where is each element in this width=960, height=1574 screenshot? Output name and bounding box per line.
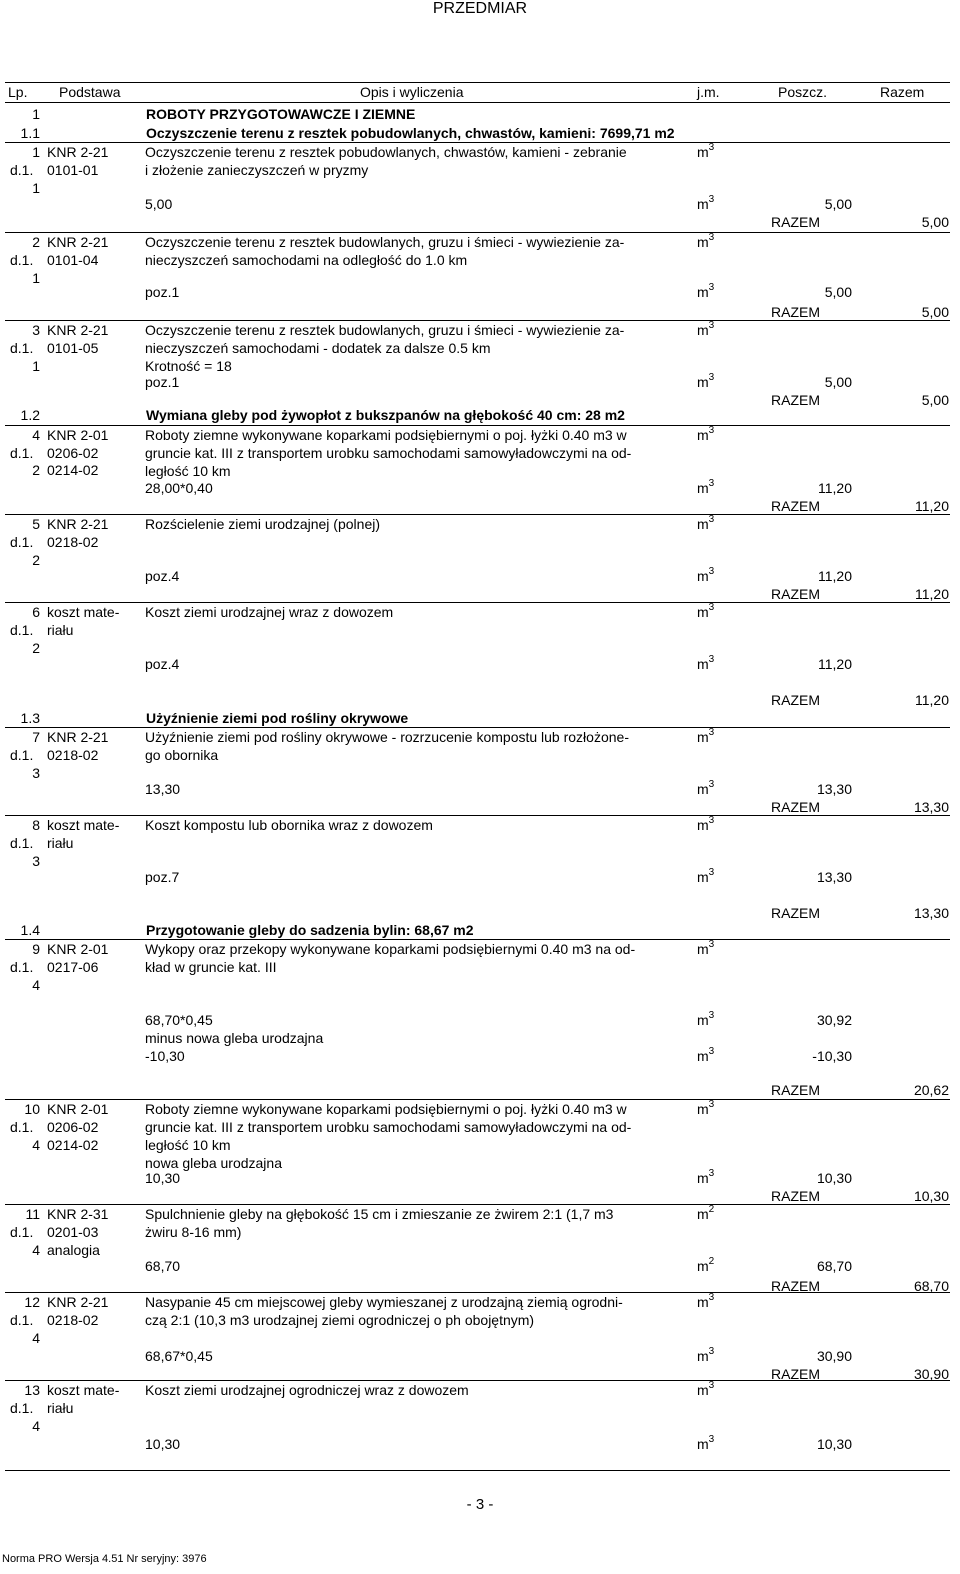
- item-unit: $m^3$: [697, 727, 715, 745]
- item-calc: 68,70*0,45: [145, 1012, 213, 1028]
- item-calc-unit: $m^3$: [697, 194, 715, 212]
- table-bottom-rule: [5, 1470, 950, 1471]
- item-poszcz: 30,90: [816, 1348, 852, 1364]
- item-unit: $m^3$: [697, 602, 715, 620]
- item-poszcz: 10,30: [816, 1170, 852, 1186]
- item-podstawa: 0214-02: [47, 462, 99, 478]
- item-calc-unit: $m^3$: [697, 566, 715, 584]
- item-razem-label: RAZEM: [771, 392, 820, 408]
- item-number-suffix: 3: [32, 765, 40, 781]
- item-number-suffix: 3: [32, 853, 40, 869]
- item-podstawa: 0206-02: [47, 1119, 99, 1135]
- item-number: 6: [32, 604, 40, 620]
- item-opis-line: żwiru 8-16 mm): [145, 1224, 242, 1240]
- item-calc-unit: $m^3$: [697, 1168, 715, 1186]
- item-calc: poz.4: [145, 656, 180, 672]
- section-1-1-title: Oczyszczenie terenu z resztek pobudowlanych, chwastów, kamieni: 7699,71 m2: [146, 125, 675, 141]
- item-podstawa: 0217-06: [47, 959, 99, 975]
- item-calc-unit: $m^3$: [697, 282, 715, 300]
- item-calc-unit: $m^3$: [697, 1434, 715, 1452]
- item-opis-line: nieczyszczeń samochodami - dodatek za dalsze 0.5 km: [145, 340, 491, 356]
- item-podstawa: 0214-02: [47, 1137, 99, 1153]
- item-poszcz: 11,20: [818, 480, 852, 496]
- item-number-prefix: d.1.: [10, 959, 34, 975]
- section-1-1-number: 1.1: [20, 125, 40, 141]
- item-poszcz: 5,00: [824, 374, 852, 390]
- item-number: 8: [32, 817, 40, 833]
- item-unit: $m^3$: [697, 425, 715, 443]
- item-opis-line: kład w gruncie kat. III: [145, 959, 277, 975]
- item-calc: 13,30: [145, 781, 181, 797]
- item-number-prefix: d.1.: [10, 747, 34, 763]
- section-1-4-number: 1.4: [20, 922, 40, 938]
- item-number: 7: [32, 729, 40, 745]
- item-opis-line: gruncie kat. III z transportem urobku samochodami samowyładowczymi na od-: [145, 445, 632, 461]
- item-number-prefix: d.1.: [10, 162, 34, 178]
- item-razem-label: RAZEM: [771, 214, 820, 230]
- item-razem-value: 68,70: [913, 1278, 949, 1294]
- item-rule: [5, 939, 950, 940]
- item-razem-label: RAZEM: [771, 1366, 820, 1382]
- item-opis-line: nieczyszczeń samochodami na odległość do 1.0 km: [145, 252, 468, 268]
- item-razem-label: RAZEM: [771, 1188, 820, 1204]
- item-opis-line: czą 2:1 (10,3 m3 urodzajnej ziemi ogrodniczej o ph obojętnym): [145, 1312, 535, 1328]
- item-rule: [5, 815, 950, 816]
- item-rule: [5, 727, 950, 728]
- item-razem-label: RAZEM: [771, 1082, 820, 1098]
- item-opis-line: Oczyszczenie terenu z resztek budowlanych, gruzu i śmieci - wywiezienie za-: [145, 234, 625, 250]
- item-calc-unit: $m^2$: [697, 1256, 715, 1274]
- item-podstawa: 0218-02: [47, 747, 99, 763]
- item-unit: $m^3$: [697, 232, 715, 250]
- item-number-suffix: 2: [32, 640, 40, 656]
- item-calc-note: minus nowa gleba urodzajna: [145, 1030, 324, 1046]
- item-number-prefix: d.1.: [10, 1400, 34, 1416]
- item-number-prefix: d.1.: [10, 445, 34, 461]
- item-podstawa: KNR 2-21: [47, 144, 109, 160]
- item-calc: 5,00: [145, 196, 173, 212]
- item-poszcz: 5,00: [824, 284, 852, 300]
- footer-version: Norma PRO Wersja 4.51 Nr seryjny: 3976: [2, 1553, 207, 1565]
- header-razem: Razem: [880, 84, 925, 100]
- item-number: 2: [32, 234, 40, 250]
- item-podstawa: koszt mate-: [47, 604, 120, 620]
- item-number-prefix: d.1.: [10, 835, 34, 851]
- item-unit: $m^3$: [697, 1380, 715, 1398]
- item-razem-value: 11,20: [915, 692, 949, 708]
- item-poszcz: 13,30: [816, 781, 852, 797]
- item-opis-line: go obornika: [145, 747, 219, 763]
- item-rule: [5, 1292, 950, 1293]
- item-calc: 68,67*0,45: [145, 1348, 213, 1364]
- item-podstawa: 0101-04: [47, 252, 99, 268]
- item-podstawa: 0201-03: [47, 1224, 99, 1240]
- item-calc: 68,70: [145, 1258, 181, 1274]
- item-unit: $m^3$: [697, 142, 715, 160]
- item-calc-unit: $m^3$: [697, 1010, 715, 1028]
- item-podstawa: KNR 2-01: [47, 941, 109, 957]
- item-calc-unit: $m^3$: [697, 372, 715, 390]
- header-bottom-rule: [5, 102, 950, 103]
- item-number-prefix: d.1.: [10, 1119, 34, 1135]
- item-number-suffix: 4: [32, 1137, 40, 1153]
- item-podstawa: 0101-05: [47, 340, 99, 356]
- item-razem-value: 5,00: [921, 304, 949, 320]
- item-unit: $m^3$: [697, 514, 715, 532]
- item-opis-line: Koszt ziemi urodzajnej ogrodniczej wraz z dowozem: [145, 1382, 469, 1398]
- item-opis-line: ległość 10 km: [145, 463, 231, 479]
- item-razem-value: 11,20: [915, 498, 949, 514]
- item-podstawa: KNR 2-21: [47, 322, 109, 338]
- item-number: 4: [32, 427, 40, 443]
- item-podstawa: koszt mate-: [47, 817, 120, 833]
- item-number: 3: [32, 322, 40, 338]
- item-opis-line: Koszt kompostu lub obornika wraz z dowozem: [145, 817, 433, 833]
- item-unit: $m^3$: [697, 1292, 715, 1310]
- item-rule: [5, 1204, 950, 1205]
- page-number: - 3 -: [466, 1496, 494, 1513]
- item-calc: 10,30: [145, 1436, 181, 1452]
- item-number-suffix: 1: [32, 270, 40, 286]
- item-opis-line: Spulchnienie gleby na głębokość 15 cm i zmieszanie ze żwirem 2:1 (1,7 m3: [145, 1206, 614, 1222]
- item-razem-label: RAZEM: [771, 304, 820, 320]
- item-rule: [5, 1380, 950, 1381]
- item-calc-unit: $m^3$: [697, 478, 715, 496]
- item-number-suffix: 4: [32, 1418, 40, 1434]
- item-calc-unit: $m^3$: [697, 867, 715, 885]
- item-podstawa: riału: [47, 1400, 74, 1416]
- item-podstawa: 0206-02: [47, 445, 99, 461]
- item-calc-unit: $m^3$: [697, 1346, 715, 1364]
- item-poszcz: 5,00: [824, 196, 852, 212]
- item-razem-value: 13,30: [913, 799, 949, 815]
- item-opis-line: Oczyszczenie terenu z resztek pobudowlanych, chwastów, kamieni - zebranie: [145, 144, 627, 160]
- item-number-suffix: 1: [32, 358, 40, 374]
- item-rule: [5, 1099, 950, 1100]
- item-number-prefix: d.1.: [10, 1224, 34, 1240]
- item-podstawa: KNR 2-01: [47, 1101, 109, 1117]
- item-razem-label: RAZEM: [771, 905, 820, 921]
- item-rule: [5, 320, 950, 321]
- item-opis-line: gruncie kat. III z transportem urobku samochodami samowyładowczymi na od-: [145, 1119, 632, 1135]
- item-unit: $m^3$: [697, 815, 715, 833]
- section-1-2-title: Wymiana gleby pod żywopłot z bukszpanów na głębokość 40 cm: 28 m2: [146, 407, 625, 423]
- item-opis-line: Koszt ziemi urodzajnej wraz z dowozem: [145, 604, 394, 620]
- item-calc-minus-unit: $m^3$: [697, 1046, 715, 1064]
- page-title: PRZEDMIAR: [432, 0, 528, 17]
- item-number: 12: [24, 1294, 40, 1310]
- item-rule: [5, 602, 950, 603]
- item-podstawa: koszt mate-: [47, 1382, 120, 1398]
- item-opis-line: Użyźnienie ziemi pod rośliny okrywowe - rozrzucenie kompostu lub rozłożone-: [145, 729, 629, 745]
- item-opis-line: Roboty ziemne wykonywane koparkami podsiębiernymi o poj. łyżki 0.40 m3 w: [145, 1101, 627, 1117]
- header-jm: j.m.: [697, 84, 720, 100]
- item-poszcz: 11,20: [818, 656, 852, 672]
- item-razem-value: 30,90: [913, 1366, 949, 1382]
- header-podstawa: Podstawa: [59, 84, 121, 100]
- item-podstawa: KNR 2-21: [47, 1294, 109, 1310]
- item-podstawa: KNR 2-21: [47, 234, 109, 250]
- item-number-prefix: d.1.: [10, 534, 34, 550]
- item-number-suffix: 4: [32, 1242, 40, 1258]
- item-calc: poz.4: [145, 568, 180, 584]
- item-razem-label: RAZEM: [771, 498, 820, 514]
- item-opis-line: i złożenie zanieczyszczeń w pryzmy: [145, 162, 369, 178]
- item-calc-unit: $m^3$: [697, 654, 715, 672]
- item-podstawa: 0218-02: [47, 1312, 99, 1328]
- item-number-prefix: d.1.: [10, 622, 34, 638]
- item-unit: $m^2$: [697, 1204, 715, 1222]
- item-calc-unit: $m^3$: [697, 779, 715, 797]
- item-poszcz: 68,70: [816, 1258, 852, 1274]
- item-rule: [5, 142, 950, 143]
- item-podstawa: KNR 2-21: [47, 729, 109, 745]
- item-podstawa: 0218-02: [47, 534, 99, 550]
- header-opis: Opis i wyliczenia: [360, 84, 464, 100]
- item-number: 9: [32, 941, 40, 957]
- item-razem-label: RAZEM: [771, 586, 820, 602]
- item-number: 1: [32, 144, 40, 160]
- item-opis-line: Roboty ziemne wykonywane koparkami podsiębiernymi o poj. łyżki 0.40 m3 w: [145, 427, 627, 443]
- item-number-suffix: 1: [32, 180, 40, 196]
- section-1-title: ROBOTY PRZYGOTOWAWCZE I ZIEMNE: [146, 106, 416, 122]
- item-opis-line: Rozścielenie ziemi urodzajnej (polnej): [145, 516, 380, 532]
- item-calc: poz.7: [145, 869, 180, 885]
- item-number: 5: [32, 516, 40, 532]
- item-number-prefix: d.1.: [10, 1312, 34, 1328]
- item-rule: [5, 425, 950, 426]
- item-number: 10: [24, 1101, 40, 1117]
- item-number-suffix: 4: [32, 977, 40, 993]
- item-razem-label: RAZEM: [771, 1278, 820, 1294]
- header-lp: Lp.: [8, 84, 28, 100]
- item-razem-label: RAZEM: [771, 799, 820, 815]
- item-number-prefix: d.1.: [10, 340, 34, 356]
- item-number-suffix: 4: [32, 1330, 40, 1346]
- item-number: 11: [25, 1206, 40, 1222]
- item-rule: [5, 514, 950, 515]
- item-opis-line: Krotność = 18: [145, 358, 232, 374]
- item-razem-value: 20,62: [913, 1082, 949, 1098]
- item-razem-value: 11,20: [915, 586, 949, 602]
- item-opis-line: ległość 10 km: [145, 1137, 231, 1153]
- item-calc: poz.1: [145, 284, 180, 300]
- item-number-suffix: 2: [32, 462, 40, 478]
- item-razem-label: RAZEM: [771, 692, 820, 708]
- item-podstawa: 0101-01: [47, 162, 99, 178]
- item-number: 13: [24, 1382, 40, 1398]
- item-unit: $m^3$: [697, 939, 715, 957]
- item-poszcz: 10,30: [816, 1436, 852, 1452]
- item-number-prefix: d.1.: [10, 252, 34, 268]
- item-podstawa: riału: [47, 622, 74, 638]
- item-calc-minus: -10,30: [145, 1048, 185, 1064]
- item-calc: poz.1: [145, 374, 180, 390]
- item-razem-value: 13,30: [913, 905, 949, 921]
- header-poszcz: Poszcz.: [778, 84, 828, 100]
- section-1-4-title: Przygotowanie gleby do sadzenia bylin: 68,67 m2: [146, 922, 474, 938]
- item-podstawa: analogia: [47, 1242, 100, 1258]
- item-opis-line: Nasypanie 45 cm miejscowej gleby wymieszanej z urodzajną ziemią ogrodni-: [145, 1294, 623, 1310]
- item-rule: [5, 232, 950, 233]
- item-calc: 28,00*0,40: [145, 480, 213, 496]
- section-1-3-title: Użyźnienie ziemi pod rośliny okrywowe: [146, 710, 409, 726]
- item-opis-line: Wykopy oraz przekopy wykonywane koparkami podsiębiernymi 0.40 m3 na od-: [145, 941, 636, 957]
- item-razem-value: 5,00: [921, 214, 949, 230]
- item-opis-line: nowa gleba urodzajna: [145, 1155, 282, 1171]
- section-1-3-number: 1.3: [20, 710, 40, 726]
- item-podstawa: KNR 2-01: [47, 427, 109, 443]
- item-poszcz: 30,92: [816, 1012, 852, 1028]
- item-podstawa: riału: [47, 835, 74, 851]
- item-poszcz-minus: -10,30: [812, 1048, 852, 1064]
- item-opis-line: Oczyszczenie terenu z resztek budowlanych, gruzu i śmieci - wywiezienie za-: [145, 322, 625, 338]
- item-number-suffix: 2: [32, 552, 40, 568]
- header-top-rule: [5, 82, 950, 83]
- item-podstawa: KNR 2-31: [47, 1206, 109, 1222]
- item-unit: $m^3$: [697, 320, 715, 338]
- item-razem-value: 10,30: [913, 1188, 949, 1204]
- item-razem-value: 5,00: [921, 392, 949, 408]
- item-poszcz: 11,20: [818, 568, 852, 584]
- item-podstawa: KNR 2-21: [47, 516, 109, 532]
- item-calc: 10,30: [145, 1170, 181, 1186]
- section-1-number: 1: [32, 106, 40, 122]
- item-poszcz: 13,30: [816, 869, 852, 885]
- item-unit: $m^3$: [697, 1099, 715, 1117]
- section-1-2-number: 1.2: [20, 407, 40, 423]
